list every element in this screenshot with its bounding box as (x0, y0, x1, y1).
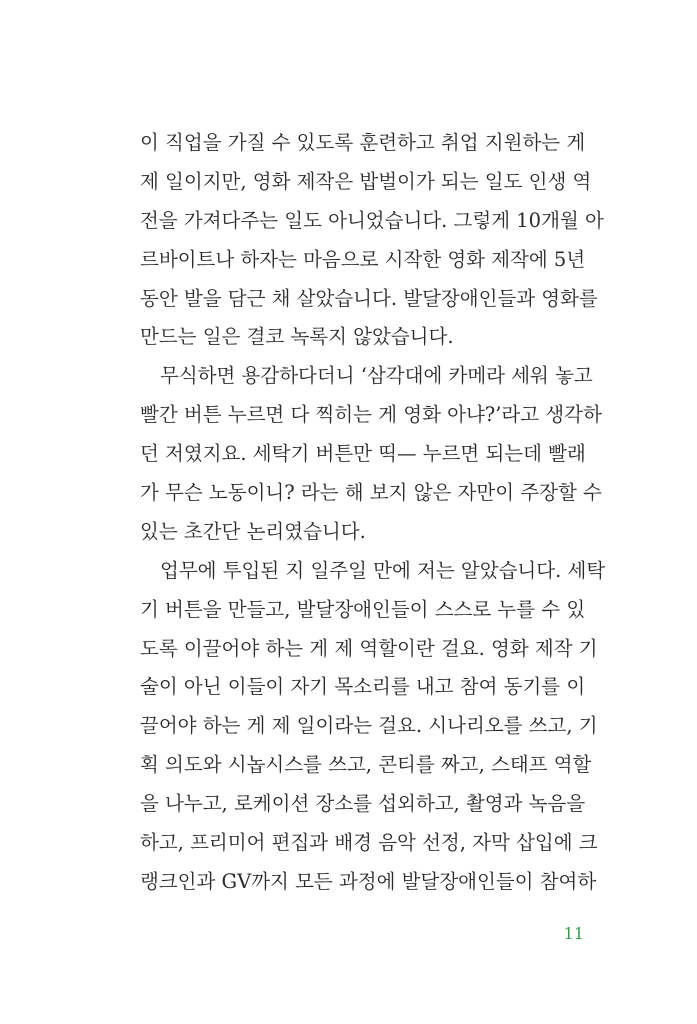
text-line: 전을 가져다주는 일도 아니었습니다. 그렇게 10개월 아 (140, 208, 604, 232)
text-line: 끌어야 하는 게 제 일이라는 걸요. 시나리오를 쓰고, 기 (140, 714, 598, 738)
text-line: 무식하면 용감하다더니 ‘삼각대에 카메라 세워 놓고 (160, 364, 593, 388)
text-line: 있는 초간단 논리였습니다. (140, 519, 366, 543)
text-line: 술이 아닌 이들이 자기 목소리를 내고 참여 동기를 이 (140, 675, 586, 699)
text-line: 동안 발을 담근 채 살았습니다. 발달장애인들과 영화를 (140, 286, 598, 310)
text-line: 빨간 버튼 누르면 다 찍히는 게 영화 아냐?’라고 생각하 (140, 403, 602, 427)
text-line: 랭크인과 GV까지 모든 과정에 발달장애인들이 참여하 (140, 869, 597, 893)
text-line: 이 직업을 가질 수 있도록 훈련하고 취업 지원하는 게 (140, 131, 586, 154)
paragraph (140, 357, 602, 551)
text-line: 획 의도와 시놉시스를 쓰고, 콘티를 짜고, 스태프 역할 (140, 753, 592, 777)
text-line: 도록 이끌어야 하는 게 제 역할이란 걸요. 영화 제작 기 (140, 636, 598, 660)
paragraph (140, 124, 604, 357)
page-number: 11 (563, 924, 584, 943)
text-line: 르바이트나 하자는 마음으로 시작한 영화 제작에 5년 (140, 247, 586, 271)
body-text (140, 124, 606, 902)
text-line: 하고, 프리미어 편집과 배경 음악 선정, 자막 삽입에 크 (140, 831, 598, 855)
text-line: 업무에 투입된 지 일주일 만에 저는 알았습니다. 세탁 (160, 558, 606, 582)
text-line: 만드는 일은 결코 녹록지 않았습니다. (140, 325, 454, 349)
text-line: 가 무슨 노동이니? 라는 해 보지 않은 자만이 주장할 수 (140, 481, 602, 505)
text-line: 기 버튼을 만들고, 발달장애인들이 스스로 누를 수 있 (140, 597, 586, 621)
text-line: 제 일이지만, 영화 제작은 밥벌이가 되는 일도 인생 역 (140, 169, 592, 193)
paragraph (140, 552, 606, 902)
text-line: 던 저였지요. 세탁기 버튼만 띡— 누르면 되는데 빨래 (140, 442, 586, 466)
text-line: 을 나누고, 로케이션 장소를 섭외하고, 촬영과 녹음을 (140, 792, 586, 816)
